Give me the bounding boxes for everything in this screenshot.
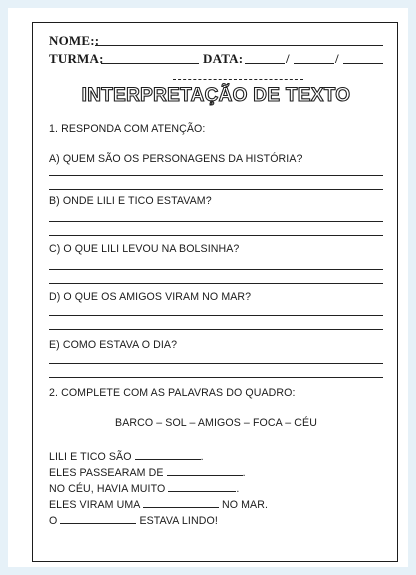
section1-heading: 1. RESPONDA COM ATENÇÃO: bbox=[49, 123, 206, 135]
sentence-4-start: ELES VIRAM UMA bbox=[49, 499, 140, 511]
name-label: NOME:: bbox=[49, 33, 100, 48]
answer-line-a1[interactable] bbox=[49, 175, 383, 176]
worksheet-page bbox=[8, 8, 408, 567]
sentence-3-start: NO CÉU, HAVIA MUITO bbox=[49, 483, 166, 495]
date-day-line bbox=[245, 63, 285, 64]
date-separator-2: / bbox=[335, 51, 339, 66]
sentence-3-end: . bbox=[236, 483, 240, 495]
sentence-3 bbox=[49, 481, 239, 495]
question-a: A) QUEM SÃO OS PERSONAGENS DA HISTÓRIA? bbox=[49, 153, 303, 165]
question-b: B) ONDE LILI E TICO ESTAVAM? bbox=[49, 195, 212, 207]
answer-line-d2[interactable] bbox=[49, 329, 383, 330]
sentence-2-end: . bbox=[242, 467, 246, 479]
answer-line-e1[interactable] bbox=[49, 363, 383, 364]
question-d: D) O QUE OS AMIGOS VIRAM NO MAR? bbox=[49, 291, 252, 303]
sentence-1-blank[interactable] bbox=[135, 449, 201, 460]
word-bank: BARCO – SOL – AMIGOS – FOCA – CÉU bbox=[115, 417, 317, 429]
sentence-4-blank[interactable] bbox=[143, 497, 219, 508]
answer-line-b1[interactable] bbox=[49, 221, 383, 222]
name-line bbox=[95, 45, 383, 46]
answer-line-d1[interactable] bbox=[49, 315, 383, 316]
date-separator-1: / bbox=[286, 51, 290, 66]
answer-line-b2[interactable] bbox=[49, 235, 383, 236]
date-label: DATA: bbox=[203, 51, 244, 66]
question-e: E) COMO ESTAVA O DIA? bbox=[49, 339, 178, 351]
class-label: TURMA: bbox=[49, 51, 104, 66]
class-line bbox=[101, 63, 199, 64]
sentence-2-start: ELES PASSEARAM DE bbox=[49, 467, 164, 479]
answer-line-a2[interactable] bbox=[49, 189, 383, 190]
date-year-line bbox=[343, 63, 383, 64]
answer-line-c1[interactable] bbox=[49, 269, 383, 270]
date-month-line bbox=[294, 63, 334, 64]
worksheet-title: INTERPRETAÇÃO DE TEXTO bbox=[81, 85, 351, 106]
answer-line-c2[interactable] bbox=[49, 283, 383, 284]
sentence-1 bbox=[49, 449, 204, 463]
sentence-5-start: O bbox=[49, 515, 58, 527]
sentence-5 bbox=[49, 513, 218, 527]
sentence-5-end: ESTAVA LINDO! bbox=[139, 515, 218, 527]
sentence-2-blank[interactable] bbox=[167, 465, 243, 476]
sentence-1-start: LILI E TICO SÃO bbox=[49, 451, 132, 463]
sentence-4-end: NO MAR. bbox=[221, 499, 269, 511]
answer-line-e2[interactable] bbox=[49, 377, 383, 378]
sentence-4 bbox=[49, 497, 268, 511]
sentence-5-blank[interactable] bbox=[60, 513, 136, 524]
sentence-1-end: . bbox=[200, 451, 204, 463]
sentence-2 bbox=[49, 465, 246, 479]
sentence-3-blank[interactable] bbox=[168, 481, 236, 492]
dashed-divider bbox=[173, 79, 303, 80]
question-c: C) O QUE LILI LEVOU NA BOLSINHA? bbox=[49, 243, 240, 255]
section2-heading: 2. COMPLETE COM AS PALAVRAS DO QUADRO: bbox=[49, 387, 296, 399]
worksheet-frame bbox=[32, 22, 398, 562]
